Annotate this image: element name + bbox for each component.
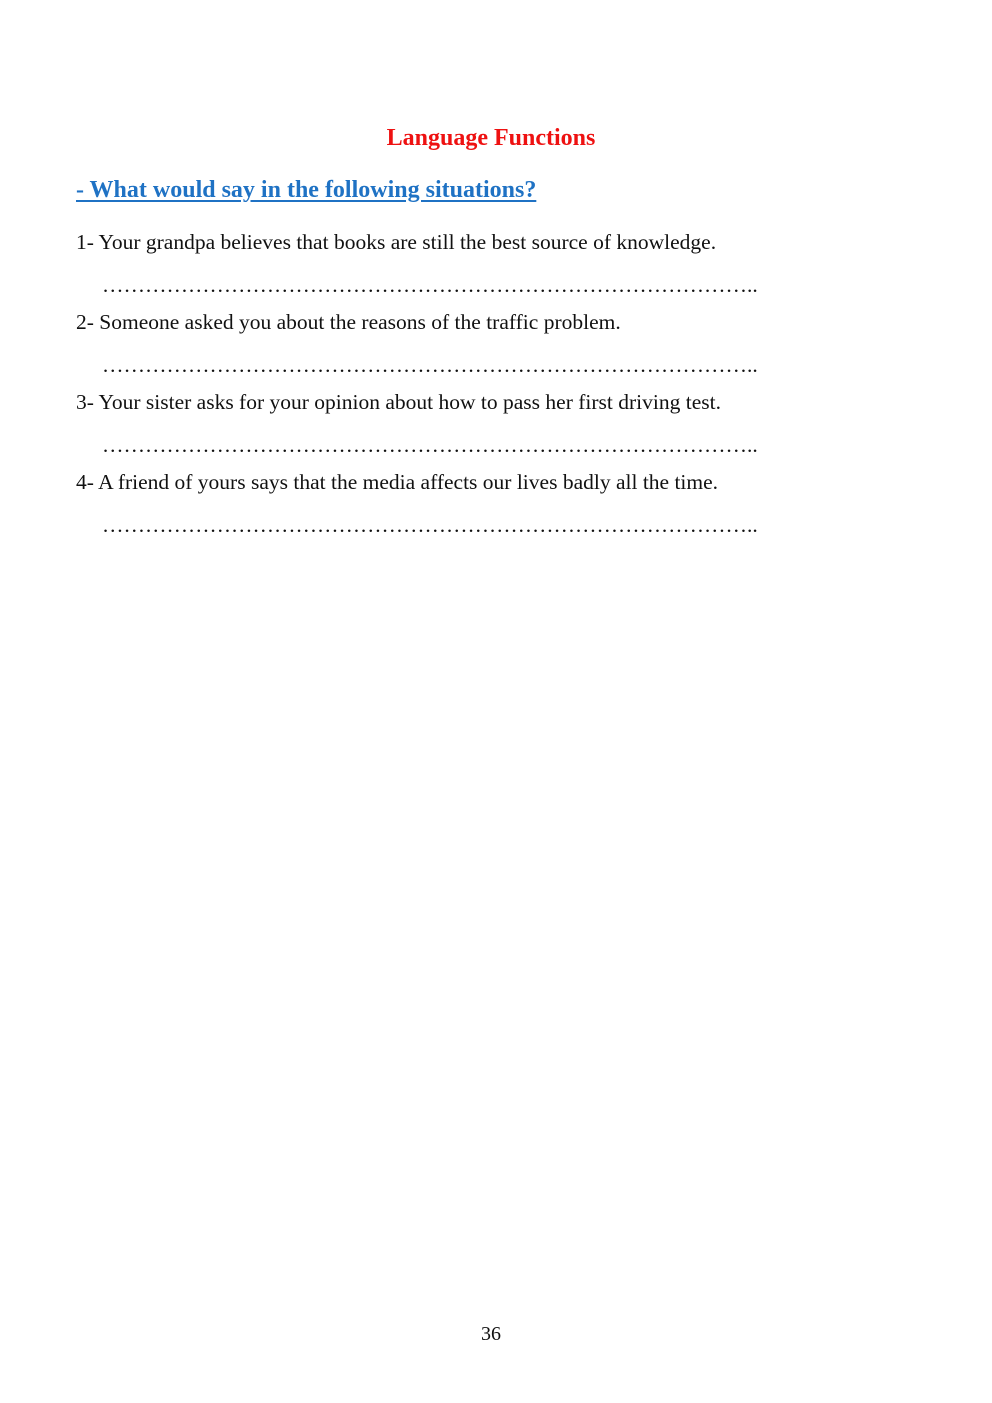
question-1: 1- Your grandpa believes that books are still the best source of knowledge. (76, 230, 717, 254)
answer-line-1: ……………………………………………………………………………….. (102, 273, 758, 297)
answer-line-3: ……………………………………………………………………………….. (102, 433, 758, 457)
page-number: 36 (481, 1323, 501, 1345)
question-3: 3- Your sister asks for your opinion about how to pass her first driving test. (76, 390, 721, 414)
answer-line-2: ……………………………………………………………………………….. (102, 353, 758, 377)
question-4: 4- A friend of yours says that the media affects our lives badly all the time. (76, 470, 719, 494)
answer-line-4: ……………………………………………………………………………….. (102, 513, 758, 537)
exercise-instruction: - What would say in the following situations? (76, 177, 537, 203)
question-2: 2- Someone asked you about the reasons of the traffic problem. (76, 310, 621, 334)
page-title: Language Functions (386, 125, 596, 151)
